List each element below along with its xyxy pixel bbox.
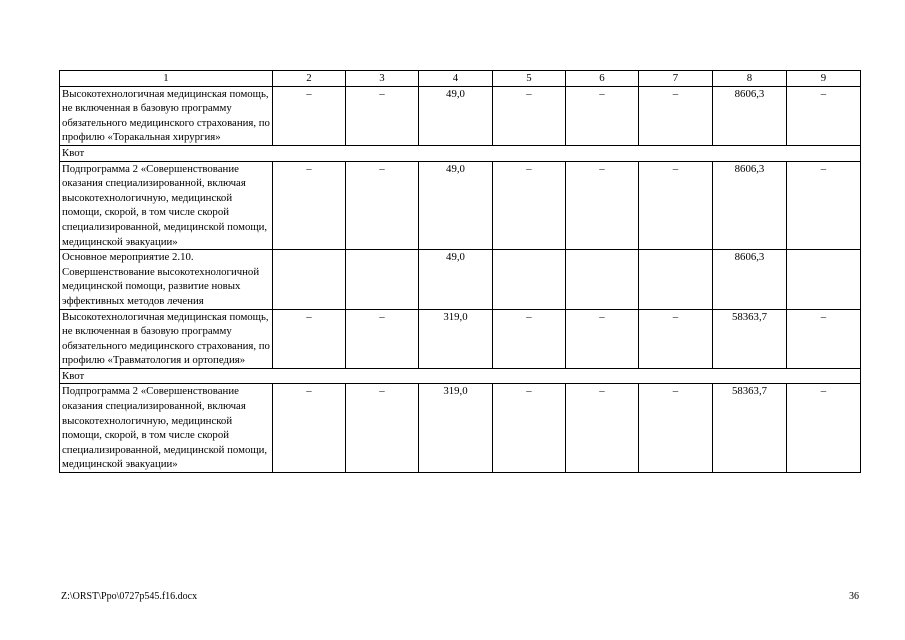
value-cell: 8606,3 bbox=[713, 250, 787, 309]
value-cell: – bbox=[787, 161, 861, 250]
row-label-cell: Высокотехнологичная медицинская помощь, не включенная в базовую программу обязательного медицинского страхования, по профилю «Травматология и ортопедия» bbox=[60, 309, 273, 368]
value-cell: – bbox=[787, 384, 861, 473]
value-cell: – bbox=[787, 309, 861, 368]
value-cell: – bbox=[493, 161, 566, 250]
column-header: 7 bbox=[639, 71, 713, 87]
row-label-cell: Подпрограмма 2 «Совершенствование оказания специализированной, включая высокотехнологичную, медицинской помощи, скорой, в том числе скорой специализированной, медицинской помощи, медицинской эвакуации» bbox=[60, 161, 273, 250]
value-cell: – bbox=[346, 86, 419, 145]
value-cell: – bbox=[273, 384, 346, 473]
page-number: 36 bbox=[849, 591, 859, 602]
row-label-cell: Подпрограмма 2 «Совершенствование оказания специализированной, включая высокотехнологичную, медицинской помощи, скорой, в том числе скорой специализированной, медицинской помощи, медицинской эвакуации» bbox=[60, 384, 273, 473]
value-cell bbox=[639, 250, 713, 309]
file-path: Z:\ORST\Ppo\0727p545.f16.docx bbox=[61, 591, 198, 602]
value-cell: – bbox=[273, 86, 346, 145]
value-cell bbox=[566, 250, 639, 309]
data-table bbox=[59, 70, 861, 473]
column-header: 6 bbox=[566, 71, 639, 87]
value-cell: – bbox=[346, 384, 419, 473]
value-cell: – bbox=[273, 161, 346, 250]
value-cell: – bbox=[639, 86, 713, 145]
value-cell: – bbox=[273, 309, 346, 368]
value-cell: – bbox=[566, 384, 639, 473]
table-body bbox=[60, 71, 861, 473]
unit-row bbox=[60, 145, 861, 161]
value-cell: – bbox=[639, 161, 713, 250]
value-cell: – bbox=[566, 161, 639, 250]
value-cell: – bbox=[493, 309, 566, 368]
unit-row bbox=[60, 368, 861, 384]
column-header: 1 bbox=[60, 71, 273, 87]
value-cell: 49,0 bbox=[419, 86, 493, 145]
value-cell: – bbox=[639, 309, 713, 368]
row-label-cell: Основное мероприятие 2.10. Совершенствование высокотехнологичной медицинской помощи, развитие новых эффективных методов лечения bbox=[60, 250, 273, 309]
value-cell: 58363,7 bbox=[713, 309, 787, 368]
value-cell: 8606,3 bbox=[713, 161, 787, 250]
value-cell: – bbox=[346, 309, 419, 368]
table-row bbox=[60, 309, 861, 368]
column-header: 2 bbox=[273, 71, 346, 87]
value-cell: – bbox=[566, 86, 639, 145]
value-cell: 49,0 bbox=[419, 161, 493, 250]
value-cell: – bbox=[787, 86, 861, 145]
value-cell bbox=[787, 250, 861, 309]
table-header-row bbox=[60, 71, 861, 87]
column-header: 9 bbox=[787, 71, 861, 87]
value-cell: – bbox=[639, 384, 713, 473]
table-row bbox=[60, 161, 861, 250]
value-cell: – bbox=[493, 384, 566, 473]
value-cell bbox=[493, 250, 566, 309]
value-cell: 49,0 bbox=[419, 250, 493, 309]
column-header: 4 bbox=[419, 71, 493, 87]
value-cell: 58363,7 bbox=[713, 384, 787, 473]
table-row bbox=[60, 86, 861, 145]
value-cell bbox=[346, 250, 419, 309]
table-row bbox=[60, 250, 861, 309]
column-header: 8 bbox=[713, 71, 787, 87]
row-label-cell: Высокотехнологичная медицинская помощь, не включенная в базовую программу обязательного медицинского страхования, по профилю «Торакальная хирургия» bbox=[60, 86, 273, 145]
unit-label: Квот bbox=[60, 145, 861, 161]
value-cell bbox=[273, 250, 346, 309]
value-cell: 319,0 bbox=[419, 309, 493, 368]
value-cell: – bbox=[346, 161, 419, 250]
value-cell: 319,0 bbox=[419, 384, 493, 473]
column-header: 3 bbox=[346, 71, 419, 87]
unit-label: Квот bbox=[60, 368, 861, 384]
column-header: 5 bbox=[493, 71, 566, 87]
value-cell: – bbox=[493, 86, 566, 145]
value-cell: – bbox=[566, 309, 639, 368]
value-cell: 8606,3 bbox=[713, 86, 787, 145]
table-row bbox=[60, 384, 861, 473]
